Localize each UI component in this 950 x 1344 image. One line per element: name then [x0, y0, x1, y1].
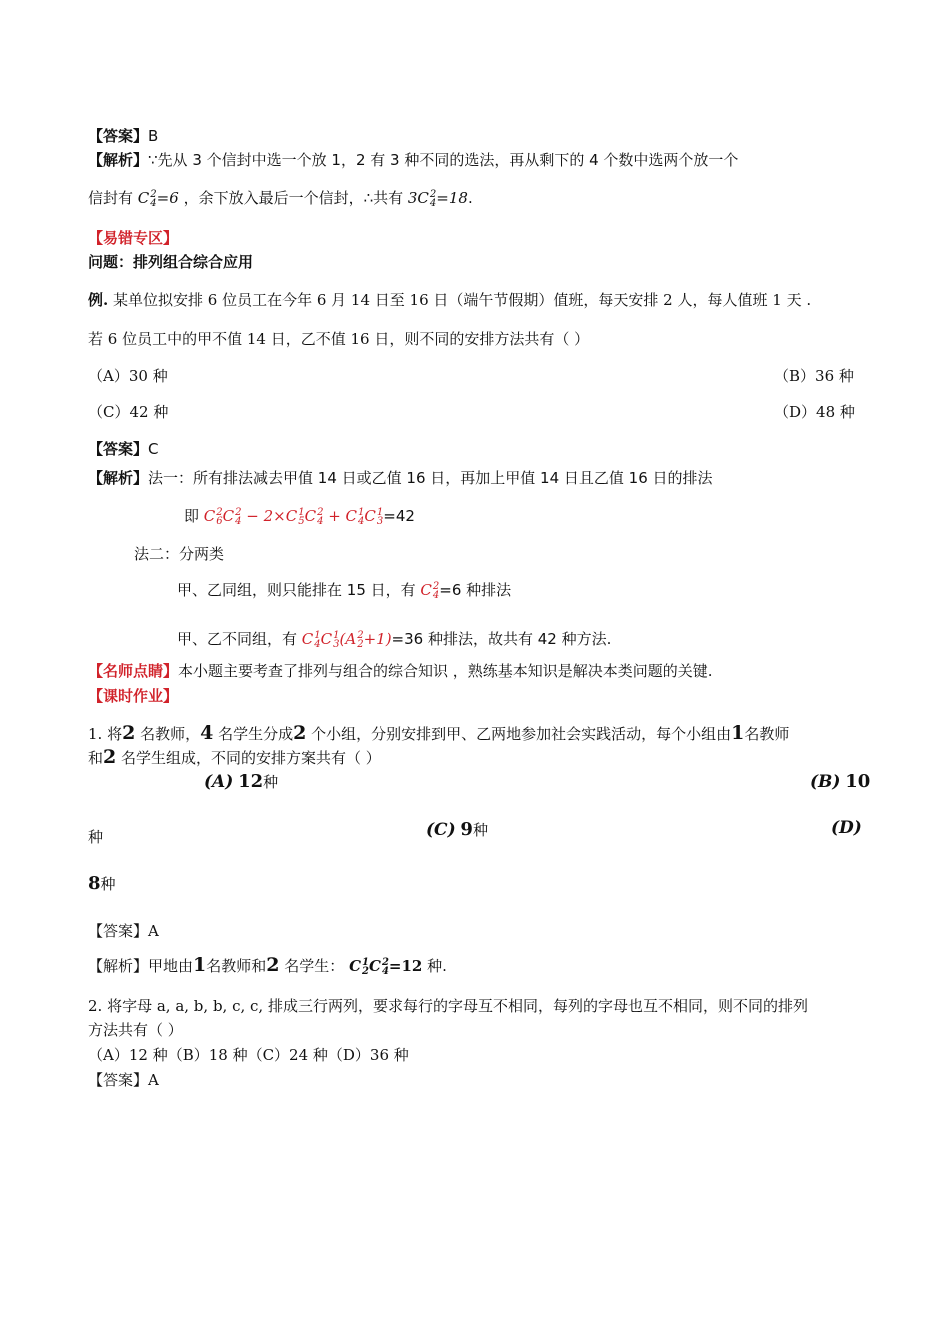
combination-formula: C 1 4 C 1 3 (A 2 2 +1)	[301, 630, 392, 650]
example-label: 例.	[88, 291, 109, 309]
q1-option-b: (B) 10	[810, 771, 871, 792]
combination-formula: C 2 4 =6	[137, 189, 179, 209]
teacher-tip	[88, 661, 713, 681]
option-a: （A）30 种	[88, 367, 168, 385]
answer-line-1	[88, 126, 158, 146]
analysis-text: 法一：所有排法减去甲值 14 日或乙值 16 日，再加上甲值 14 日且乙值 16 日的排法	[148, 469, 713, 487]
q2-options: （A）12 种（B）18 种（C）24 种（D）36 种	[88, 1046, 409, 1064]
analysis-line-3	[88, 468, 713, 488]
example-line-1	[88, 290, 811, 310]
section-heading-homework: 【课时作业】	[88, 687, 179, 705]
answer-value: B	[148, 127, 159, 145]
analysis-label: 【解析】	[88, 151, 149, 169]
answer-line-2	[88, 439, 159, 459]
option-c: （C）42 种	[88, 403, 169, 421]
q2-answer: 【答案】A	[88, 1071, 159, 1089]
answer-label: 【答案】	[88, 127, 149, 145]
analysis-line-1	[88, 150, 738, 170]
q2-line-2: 方法共有（ ）	[88, 1021, 183, 1039]
analysis-text: ∵先从 3 个信封中选一个放 1，2 有 3 种不同的选法，再从剩下的 4 个数中选两个放一个	[148, 151, 739, 169]
answer-value: C	[148, 440, 159, 458]
analysis-line-2: 信封有 C 2 4 =6 ，余下放入最后一个信封，∴共有 3C 2 4 =18.	[88, 189, 473, 209]
tip-text: 本小题主要考查了排列与组合的综合知识 ，熟练基本知识是解决本类问题的关键.	[178, 662, 713, 680]
section-heading-errors: 【易错专区】	[88, 229, 179, 247]
combination-formula: C 2 4	[420, 581, 440, 601]
q1-option-a: (A) 12种	[204, 771, 279, 792]
option-d: （D）48 种	[774, 403, 855, 421]
method-2: 法二：分两类	[134, 545, 225, 563]
q2-line-1: 2. 将字母 a, a, b, b, c, c, 排成三行两列，要求每行的字母互不相同，每列的字母也互不相同，则不同的排列	[88, 997, 808, 1015]
q1-line-1: 1. 将2 名教师，4 名学生分成2 个小组，分别安排到甲、乙两地参加社会实践活动，每个小组由1名教师	[88, 722, 790, 744]
q1-answer: 【答案】A	[88, 922, 159, 940]
problem-title: 问题：排列组合综合应用	[88, 253, 254, 271]
q1-analysis: 【解析】甲地由1名教师和2 名学生： C 1 2 C 2 4 =12 种.	[88, 954, 447, 977]
analysis-text: ，余下放入最后一个信封，∴共有	[183, 189, 404, 207]
analysis-text: 信封有	[88, 189, 134, 207]
q1-option-d: (D)	[831, 818, 862, 838]
combination-formula: C 2 6 C 2 4 − 2×C 1 5 C 2 4 + C 1 4 C 1 3	[203, 507, 384, 527]
option-b: （B）36 种	[774, 367, 854, 385]
example-line-2: 若 6 位员工中的甲不值 14 日，乙不值 16 日，则不同的安排方法共有（ ）	[88, 330, 590, 348]
formula-line-1: 即 C 2 6 C 2 4 − 2×C 1 5 C 2 4 + C 1 4 C 1 3 =42	[184, 507, 415, 527]
q1-line-2: 和2 名学生组成，不同的安排方案共有（ ）	[88, 746, 381, 768]
q1-option-d-value: 8种	[88, 873, 116, 894]
analysis-label: 【解析】	[88, 469, 149, 487]
combination-formula: 3C 2 4 =18	[407, 189, 468, 209]
case-2: 甲、乙不同组，有 C 1 4 C 1 3 (A 2 2 +1)=36 种排法，故共有 42 种方法.	[177, 630, 612, 650]
q1-option-c: (C) 9种	[426, 819, 488, 840]
combination-formula: C 1 2 C 2 4	[349, 957, 389, 977]
example-text: 某单位拟安排 6 位员工在今年 6 月 14 日至 16 日（端午节假期）值班，每天安排 2 人，每人值班 1 天 .	[108, 291, 812, 309]
case-1: 甲、乙同组，则只能排在 15 日，有 C 2 4 =6 种排法	[177, 581, 512, 601]
q1-option-b-unit: 种	[88, 828, 104, 846]
tip-label: 【名师点睛】	[88, 662, 179, 680]
answer-label: 【答案】	[88, 440, 149, 458]
